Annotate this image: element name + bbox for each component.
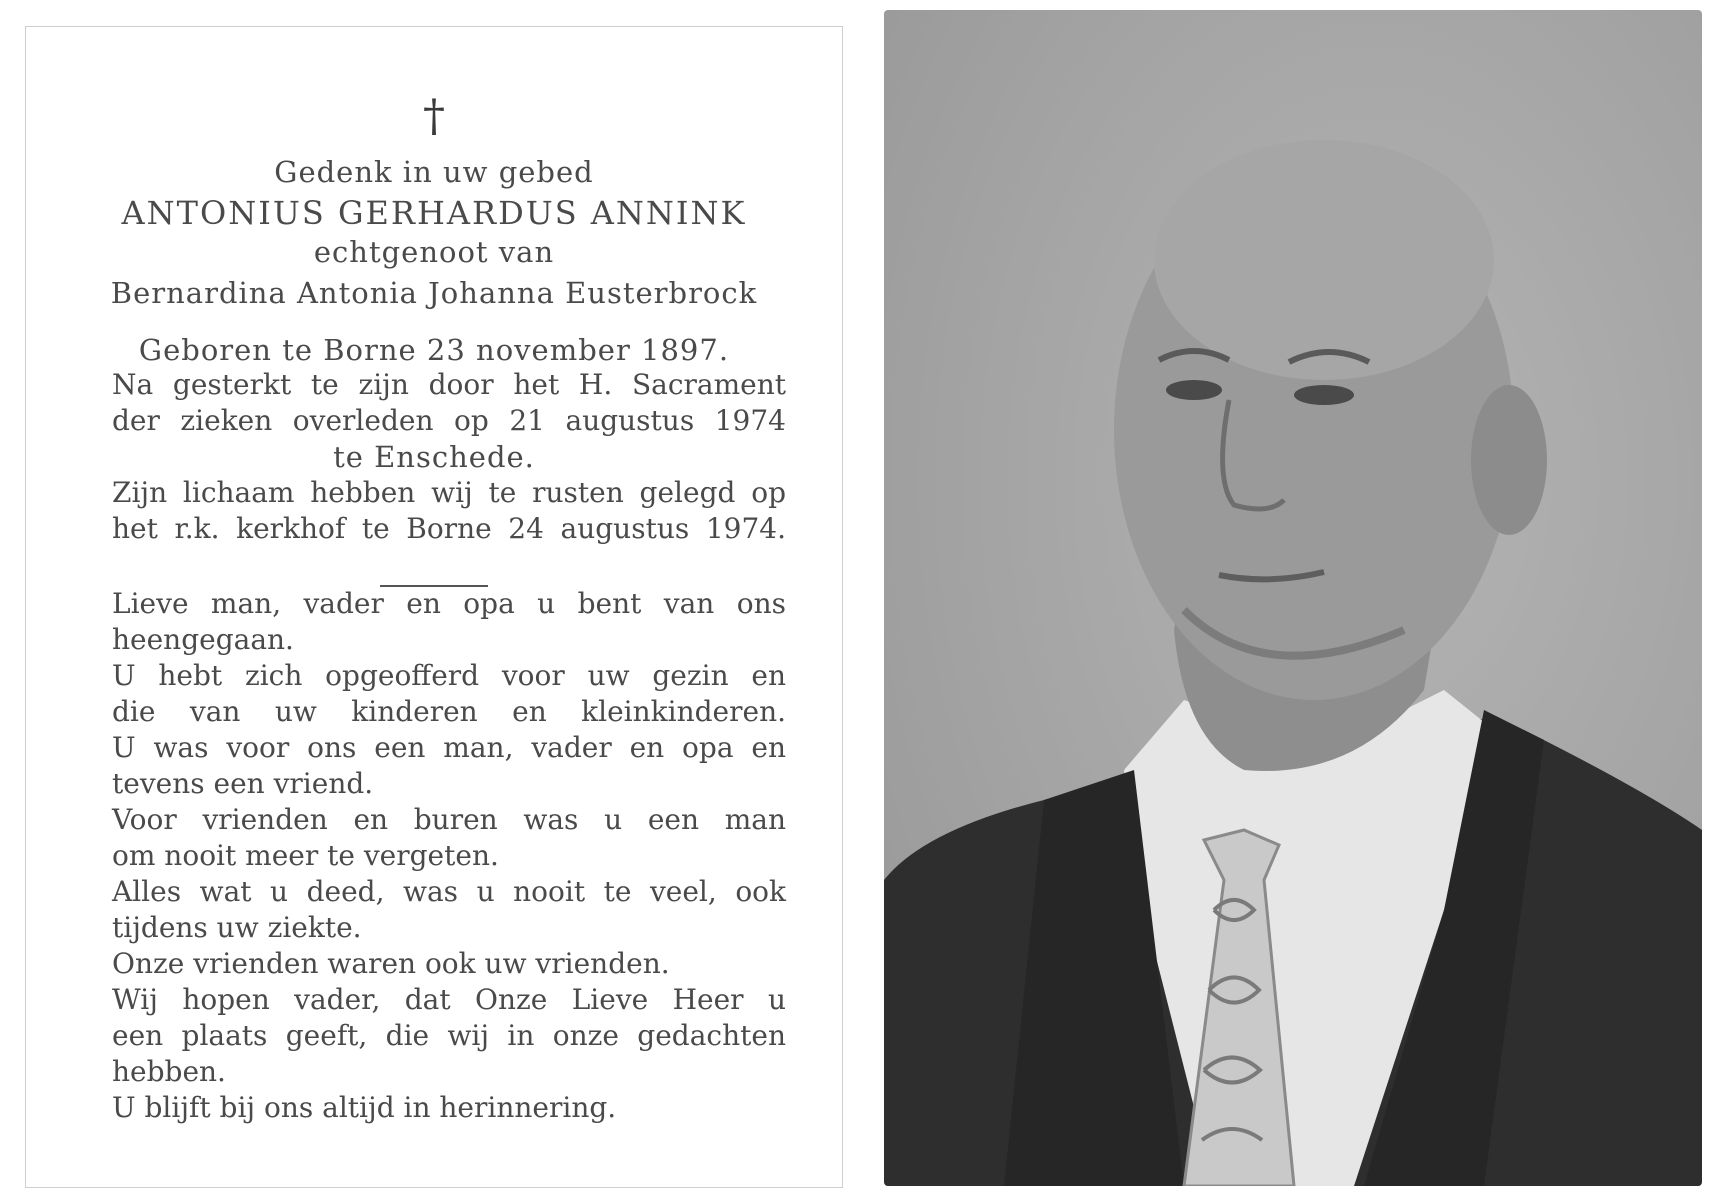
verse-line: die van uw kinderen en kleinkinderen.: [112, 695, 786, 728]
verse-line: Alles wat u deed, was u nooit te veel, ook: [112, 875, 786, 908]
verse-line: een plaats geeft, die wij in onze gedachten: [112, 1019, 786, 1052]
verse-line: U blijft bij ons altijd in herinnering.: [112, 1091, 617, 1124]
ear: [1471, 385, 1547, 535]
verse-line: hebben.: [112, 1055, 226, 1088]
bio-line: der zieken overleden op 21 augustus 1974: [112, 404, 786, 437]
portrait-illustration: [884, 10, 1702, 1186]
bio-line: het r.k. kerkhof te Borne 24 augustus 1974.: [112, 512, 786, 545]
verse-line: Wij hopen vader, dat Onze Lieve Heer u: [112, 983, 786, 1016]
bio-line: Geboren te Borne 23 november 1897.: [138, 333, 730, 367]
verse-line: tijdens uw ziekte.: [112, 911, 362, 944]
bio-line: Zijn lichaam hebben wij te rusten gelegd op: [112, 476, 786, 509]
verse-line: U was voor ons een man, vader en opa en: [112, 731, 786, 764]
left-eye: [1166, 380, 1222, 400]
bio-line: te Enschede.: [333, 440, 535, 474]
verse-line: heengegaan.: [112, 623, 294, 656]
relation-label: echtgenoot van: [313, 235, 555, 269]
verse-line: Voor vrienden en buren was u een man: [112, 803, 786, 836]
right-eye: [1294, 385, 1354, 405]
verse-line: Onze vrienden waren ook uw vrienden.: [112, 947, 670, 980]
verse-line: U hebt zich opgeofferd voor uw gezin en: [112, 659, 786, 692]
memorial-card: [25, 26, 843, 1188]
bio-line: Na gesterkt te zijn door het H. Sacrament: [112, 368, 786, 401]
verse-line: Lieve man, vader en opa u bent van ons: [112, 587, 786, 620]
spouse-name: Bernardina Antonia Johanna Eusterbrock: [110, 276, 758, 310]
card-heading: Gedenk in uw gebed: [274, 155, 594, 189]
cross-icon: †: [423, 91, 445, 142]
deceased-name: ANTONIUS GERHARDUS ANNINK: [121, 194, 747, 232]
bald-crown: [1154, 140, 1494, 380]
verse-line: om nooit meer te vergeten.: [112, 839, 499, 872]
verse-line: tevens een vriend.: [112, 767, 374, 800]
portrait-photo: [884, 10, 1702, 1186]
